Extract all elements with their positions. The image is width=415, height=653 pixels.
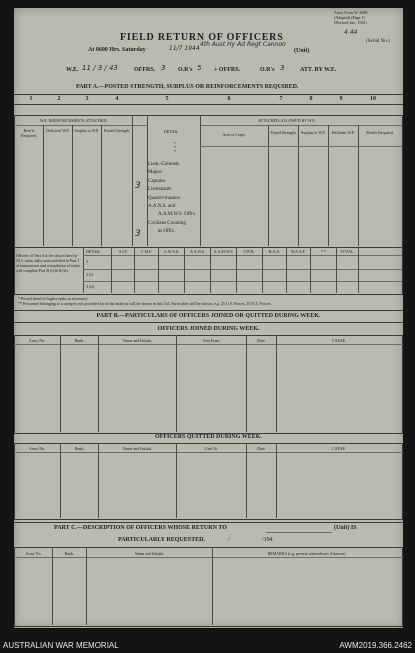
header-arm-or-corps: Arm or Corps.	[222, 132, 246, 137]
archive-footer	[0, 641, 415, 653]
date-written: 11/7 1944	[169, 45, 200, 52]
detail-col-header: DETAIL.	[86, 249, 102, 254]
att-by-we-label: ATT. BY W.E.	[300, 67, 337, 73]
column-number: 3	[85, 96, 89, 102]
ors-value: 5	[197, 64, 202, 72]
rule	[60, 335, 61, 432]
serial-number-value: 4 44	[344, 29, 358, 36]
joined-col-date: Date.	[257, 338, 266, 343]
rule	[14, 125, 147, 126]
row-mark: 3 (ii)	[86, 284, 94, 289]
offrs-value: 3	[161, 64, 166, 72]
part-c-year: /194	[262, 537, 273, 543]
rule	[276, 335, 277, 432]
column-number: 5	[165, 96, 169, 102]
officers-joined-table	[14, 335, 403, 434]
joined-col-cause: CAUSE.	[331, 338, 347, 343]
rule	[14, 94, 403, 95]
column-number: 4	[115, 96, 119, 102]
quitted-col-date: Date.	[257, 446, 266, 451]
detail-col-header: A.W.A.S.	[163, 249, 180, 254]
rule	[212, 547, 213, 625]
column-number: 6	[227, 96, 231, 102]
joined-col-unit-from: Unit From.	[202, 338, 221, 343]
column-number: 2	[57, 96, 61, 102]
rule	[14, 557, 403, 558]
form-title: FIELD RETURN OF OFFICERS	[120, 32, 284, 43]
detail-col-header: A.A.N.S.	[190, 249, 205, 254]
rule	[14, 522, 403, 523]
officers-quitted-table	[14, 443, 403, 520]
unit-label: (Unit)	[294, 48, 310, 54]
rule	[14, 322, 403, 323]
unit-blank-line	[266, 532, 332, 533]
rank-list	[148, 161, 196, 237]
form-reference	[334, 10, 367, 25]
rule	[246, 443, 247, 518]
detail-col-header: R.A.A.F.	[291, 249, 306, 254]
rule	[14, 104, 403, 105]
archive-name: AUSTRALIAN WAR MEMORIAL	[3, 641, 119, 650]
we-reinforcements-group-header: W.E. REINFORCEMENTS ATTACHED.	[40, 118, 108, 123]
part-c-col-name: Name and Initials.	[134, 551, 165, 556]
rule	[52, 547, 53, 625]
rule	[86, 547, 87, 625]
detail-col-header: A.A.M.W.S.	[213, 249, 234, 254]
rule	[200, 115, 201, 246]
header-surplus-to-we: Surplus to W.E.	[74, 128, 100, 133]
rule	[14, 344, 403, 345]
joined-title: OFFICERS JOINED DURING WEEK.	[157, 326, 260, 332]
rule	[83, 255, 402, 256]
quitted-col-name: Name and Initials.	[122, 446, 153, 451]
detail-col-header: C.M.F.	[140, 249, 153, 254]
field-return-form	[14, 8, 403, 628]
header-deficient-we: Deficient W.E.	[46, 128, 70, 133]
ors2-value: 3	[280, 64, 285, 72]
rank-lieutenants: Lieutenants	[148, 187, 172, 193]
rule	[176, 335, 177, 432]
rule	[98, 335, 99, 432]
part-c-requested: PARTICULARLY REQUESTED.	[118, 537, 205, 543]
part-c-unit-label: (Unit) IS	[334, 525, 357, 531]
rank-captains: Captains	[148, 178, 166, 184]
footnote: * Posted detail of higher ranks as necessary.	[18, 296, 89, 301]
rule	[358, 125, 359, 246]
part-c-col-rank: Rank.	[64, 551, 75, 556]
rule	[14, 310, 403, 311]
quitted-col-unit-to: Unit To.	[204, 446, 219, 451]
joined-col-name: Name and Initials.	[122, 338, 153, 343]
form-reference-line: (Adapted) (Page 1)	[334, 15, 365, 20]
rule	[358, 247, 359, 293]
at-time-label: At 0600 Hrs. Saturday	[88, 47, 146, 53]
form-reference-line: Army Form W. 3008	[334, 10, 368, 15]
rank-quarter-masters: Quarter-masters	[148, 195, 181, 201]
attached-allowed-group-header: ATTACHED: ALLOWED BY W.E.	[258, 118, 316, 123]
detail-col-header: R.A.N.	[268, 249, 281, 254]
rule	[83, 281, 402, 282]
we-label: W.E.	[66, 67, 79, 73]
rule	[132, 115, 133, 246]
part-a-title: PART A.—POSTED STRENGTH, SURPLUS OR REINFORCEMENTS REQUIRED.	[76, 84, 299, 90]
detail-col-header: * *	[321, 249, 326, 254]
rank-asterisks: * * *	[174, 141, 176, 154]
quitted-col-rank: Rank.	[74, 446, 85, 451]
column-number: 9	[339, 96, 343, 102]
rule	[176, 443, 177, 518]
we-value: 11 / 3 / 43	[82, 64, 118, 72]
column-number: 7	[279, 96, 283, 102]
footnote: ** Personnel belonging to a category not provided for in the analysis will be shown in this Col. Particulars will be shown, e.g. 25 U.S. Forces, 10 N.Z. Forces.	[18, 301, 272, 306]
rule	[98, 443, 99, 518]
rule	[200, 125, 402, 126]
row-mark: 3 (i)	[86, 272, 93, 277]
joined-col-army-no: Army No.	[28, 338, 46, 343]
rule	[298, 125, 299, 246]
detail-col-header: A.I.F.	[118, 249, 128, 254]
rule	[72, 125, 73, 246]
header-reinforcements-att: Rein'ts Required.	[366, 130, 394, 135]
row-mark: 3	[86, 259, 88, 264]
part-b-title: PART B.—PARTICULARS OF OFFICERS JOINED OR QUITTED DURING WEEK.	[96, 313, 321, 319]
rule	[60, 443, 61, 518]
rank-civilians: Civilians Counting	[148, 220, 186, 226]
column-number: 8	[309, 96, 313, 102]
plus-offrs-label: + OFFRS.	[214, 67, 241, 73]
column-number: 10	[370, 96, 376, 102]
rule	[276, 443, 277, 518]
archive-reference: AWM2019.366.2462	[339, 641, 412, 650]
form-reference-line: (Revised Jan., 1941)	[334, 20, 367, 25]
serial-number-label: (Serial No.)	[366, 39, 390, 44]
offrs-label: OFFRS.	[134, 67, 156, 73]
captains-written: 3	[135, 181, 141, 191]
header-reinforcements-required: Rein'ts Required.	[21, 128, 37, 138]
header-posted-strength-att: Posted Strength.	[270, 130, 297, 135]
rule	[200, 146, 402, 147]
rule	[83, 269, 402, 270]
part-c-table	[14, 547, 403, 627]
rule	[43, 125, 44, 246]
detail-col-header: TOTAL.	[340, 249, 355, 254]
quitted-col-cause: CAUSE.	[331, 446, 347, 451]
rank-majors: Majors	[148, 170, 163, 176]
detail-col-header: CIVIL.	[243, 249, 256, 254]
quitted-col-army-no: Army No.	[28, 446, 46, 451]
ors-label: O.R's	[178, 67, 193, 73]
header-detail: DETAIL.	[164, 129, 180, 134]
joined-col-rank: Rank.	[74, 338, 85, 343]
header-surplus-att: Surplus to W.E.	[300, 130, 327, 135]
header-posted-strength: Posted Strength.	[103, 128, 131, 133]
analysis-note: Officers of Part A to be shown here by ALL units; daily units notified in Part 1 of instructions and compilation of totals will complete Part B (i) & B (ii).	[16, 253, 80, 273]
unit-written: 4th Aust Hy Ad Regt Cannon	[200, 41, 286, 48]
total-written: 3	[135, 229, 141, 239]
rule	[246, 335, 247, 432]
part-c-title: PART C.—DESCRIPTION OF OFFICERS WHOSE RETURN TO	[54, 525, 227, 531]
header-deficient-att: Deficient W.E.	[331, 130, 356, 135]
column-number: 1	[29, 96, 33, 102]
rule	[14, 452, 403, 453]
part-c-date-blank: /	[228, 537, 230, 543]
ors2-label: O.R's	[260, 67, 275, 73]
part-c-col-army-no: Army No.	[25, 551, 42, 556]
rank-aans: A.A.N.S. and	[148, 204, 176, 210]
rank-lieut-colonels: Lieut.-Colonels	[148, 162, 180, 167]
quitted-title: OFFICERS QUITTED DURING WEEK.	[155, 434, 262, 440]
rule	[328, 125, 329, 246]
rule	[268, 125, 269, 246]
rule	[83, 247, 84, 293]
rule	[101, 125, 102, 246]
rank-civilians-offrs: as Offrs.	[158, 229, 176, 235]
part-c-col-remarks: REMARKS (e.g. present whereabouts if known).	[267, 551, 347, 556]
rank-aamws: A.A.M.W.S. Offrs.	[158, 212, 196, 218]
